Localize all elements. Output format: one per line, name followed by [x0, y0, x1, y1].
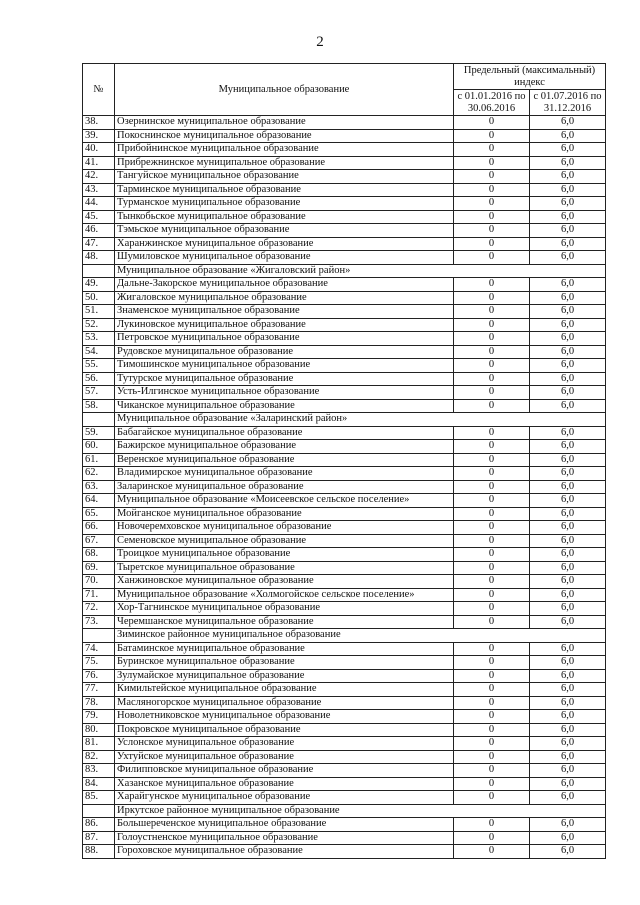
- row-value-period-2: 6,0: [530, 696, 606, 710]
- row-value-period-1: 0: [454, 359, 530, 373]
- row-value-period-2: 6,0: [530, 116, 606, 130]
- row-value-period-1: 0: [454, 831, 530, 845]
- row-number: 62.: [83, 467, 115, 481]
- table-row: [83, 575, 606, 589]
- table-row: [83, 507, 606, 521]
- row-number: 49.: [83, 278, 115, 292]
- row-name: Услонское муниципальное образование: [115, 737, 454, 751]
- row-value-period-2: 6,0: [530, 669, 606, 683]
- table-row: [83, 521, 606, 535]
- row-name: Дальне-Закорское муниципальное образование: [115, 278, 454, 292]
- row-number: 80.: [83, 723, 115, 737]
- table-row: [83, 588, 606, 602]
- row-number: 86.: [83, 818, 115, 832]
- section-row: [83, 629, 606, 643]
- section-title: Муниципальное образование «Жигаловский район»: [115, 264, 606, 278]
- row-value-period-1: 0: [454, 372, 530, 386]
- row-value-period-1: 0: [454, 210, 530, 224]
- table-row: [83, 359, 606, 373]
- row-name: Троицкое муниципальное образование: [115, 548, 454, 562]
- row-name: Кимильтейское муниципальное образование: [115, 683, 454, 697]
- table-row: [83, 669, 606, 683]
- row-value-period-2: 6,0: [530, 656, 606, 670]
- row-value-period-1: 0: [454, 386, 530, 400]
- row-value-period-1: 0: [454, 561, 530, 575]
- row-value-period-1: 0: [454, 197, 530, 211]
- row-value-period-1: 0: [454, 453, 530, 467]
- row-number: 71.: [83, 588, 115, 602]
- row-name: Харанжинское муниципальное образование: [115, 237, 454, 251]
- row-value-period-1: 0: [454, 440, 530, 454]
- row-number: 47.: [83, 237, 115, 251]
- row-number: 58.: [83, 399, 115, 413]
- row-value-period-1: 0: [454, 791, 530, 805]
- row-name: Прибрежнинское муниципальное образование: [115, 156, 454, 170]
- row-value-period-1: 0: [454, 467, 530, 481]
- row-value-period-1: 0: [454, 696, 530, 710]
- table-row: [83, 345, 606, 359]
- section-num-cell: [83, 629, 115, 643]
- row-value-period-2: 6,0: [530, 764, 606, 778]
- row-value-period-1: 0: [454, 710, 530, 724]
- table-row: [83, 143, 606, 157]
- row-name: Масляногорское муниципальное образование: [115, 696, 454, 710]
- table-row: [83, 197, 606, 211]
- row-value-period-1: 0: [454, 602, 530, 616]
- table-row: [83, 386, 606, 400]
- table-row: [83, 831, 606, 845]
- row-name: Ханжиновское муниципальное образование: [115, 575, 454, 589]
- row-value-period-1: 0: [454, 170, 530, 184]
- section-title: Зиминское районное муниципальное образование: [115, 629, 606, 643]
- row-value-period-2: 6,0: [530, 372, 606, 386]
- row-value-period-1: 0: [454, 723, 530, 737]
- row-number: 42.: [83, 170, 115, 184]
- row-value-period-1: 0: [454, 642, 530, 656]
- table-row: [83, 399, 606, 413]
- row-name: Тутурское муниципальное образование: [115, 372, 454, 386]
- row-value-period-2: 6,0: [530, 426, 606, 440]
- row-value-period-2: 6,0: [530, 251, 606, 265]
- section-title: Иркутское районное муниципальное образование: [115, 804, 606, 818]
- row-value-period-1: 0: [454, 251, 530, 265]
- row-value-period-1: 0: [454, 332, 530, 346]
- row-number: 54.: [83, 345, 115, 359]
- row-number: 51.: [83, 305, 115, 319]
- row-name: Лукиновское муниципальное образование: [115, 318, 454, 332]
- row-number: 44.: [83, 197, 115, 211]
- row-value-period-2: 6,0: [530, 575, 606, 589]
- row-number: 41.: [83, 156, 115, 170]
- row-value-period-1: 0: [454, 750, 530, 764]
- table-row: [83, 818, 606, 832]
- section-num-cell: [83, 804, 115, 818]
- row-value-period-2: 6,0: [530, 723, 606, 737]
- row-value-period-1: 0: [454, 156, 530, 170]
- row-number: 85.: [83, 791, 115, 805]
- index-table: [82, 63, 606, 859]
- table-row: [83, 845, 606, 859]
- row-number: 75.: [83, 656, 115, 670]
- row-value-period-2: 6,0: [530, 507, 606, 521]
- table-row: [83, 683, 606, 697]
- table-row: [83, 318, 606, 332]
- row-value-period-1: 0: [454, 548, 530, 562]
- table-row: [83, 210, 606, 224]
- row-value-period-2: 6,0: [530, 129, 606, 143]
- row-name: Филипповское муниципальное образование: [115, 764, 454, 778]
- row-number: 82.: [83, 750, 115, 764]
- row-number: 84.: [83, 777, 115, 791]
- row-value-period-1: 0: [454, 669, 530, 683]
- table-row: [83, 764, 606, 778]
- header-num: №: [83, 64, 115, 116]
- row-number: 70.: [83, 575, 115, 589]
- row-number: 74.: [83, 642, 115, 656]
- row-number: 76.: [83, 669, 115, 683]
- row-value-period-2: 6,0: [530, 143, 606, 157]
- row-number: 83.: [83, 764, 115, 778]
- table-row: [83, 561, 606, 575]
- row-name: Покровское муниципальное образование: [115, 723, 454, 737]
- row-number: 61.: [83, 453, 115, 467]
- row-name: Харайгунское муниципальное образование: [115, 791, 454, 805]
- row-value-period-2: 6,0: [530, 467, 606, 481]
- row-value-period-1: 0: [454, 494, 530, 508]
- table-row: [83, 170, 606, 184]
- row-value-period-1: 0: [454, 318, 530, 332]
- row-value-period-2: 6,0: [530, 453, 606, 467]
- row-value-period-1: 0: [454, 480, 530, 494]
- row-value-period-2: 6,0: [530, 818, 606, 832]
- row-number: 65.: [83, 507, 115, 521]
- row-number: 88.: [83, 845, 115, 859]
- row-value-period-2: 6,0: [530, 359, 606, 373]
- row-value-period-2: 6,0: [530, 197, 606, 211]
- row-value-period-2: 6,0: [530, 480, 606, 494]
- row-name: Прибойнинское муниципальное образование: [115, 143, 454, 157]
- row-name: Муниципальное образование «Моисеевское сельское поселение»: [115, 494, 454, 508]
- row-number: 79.: [83, 710, 115, 724]
- row-number: 45.: [83, 210, 115, 224]
- row-number: 63.: [83, 480, 115, 494]
- table-row: [83, 224, 606, 238]
- row-name: Турманское муниципальное образование: [115, 197, 454, 211]
- row-name: Бабагайское муниципальное образование: [115, 426, 454, 440]
- row-value-period-2: 6,0: [530, 345, 606, 359]
- row-number: 68.: [83, 548, 115, 562]
- row-name: Ухтуйское муниципальное образование: [115, 750, 454, 764]
- table-header: [83, 64, 606, 116]
- header-name: Муниципальное образование: [115, 64, 454, 116]
- row-value-period-2: 6,0: [530, 777, 606, 791]
- row-number: 38.: [83, 116, 115, 130]
- row-value-period-2: 6,0: [530, 291, 606, 305]
- row-name: Веренское муниципальное образование: [115, 453, 454, 467]
- row-value-period-1: 0: [454, 737, 530, 751]
- table-row: [83, 534, 606, 548]
- row-name: Новочеремховское муниципальное образование: [115, 521, 454, 535]
- row-value-period-2: 6,0: [530, 831, 606, 845]
- table-row: [83, 156, 606, 170]
- row-value-period-1: 0: [454, 345, 530, 359]
- table-row: [83, 656, 606, 670]
- row-name: Бажирское муниципальное образование: [115, 440, 454, 454]
- table-row: [83, 750, 606, 764]
- row-value-period-2: 6,0: [530, 332, 606, 346]
- row-value-period-1: 0: [454, 777, 530, 791]
- row-value-period-2: 6,0: [530, 494, 606, 508]
- table-row: [83, 615, 606, 629]
- row-name: Покоснинское муниципальное образование: [115, 129, 454, 143]
- row-number: 69.: [83, 561, 115, 575]
- row-value-period-1: 0: [454, 588, 530, 602]
- row-value-period-1: 0: [454, 237, 530, 251]
- table-row: [83, 251, 606, 265]
- table-row: [83, 480, 606, 494]
- row-number: 40.: [83, 143, 115, 157]
- row-name: Тимошинское муниципальное образование: [115, 359, 454, 373]
- row-number: 72.: [83, 602, 115, 616]
- row-value-period-2: 6,0: [530, 561, 606, 575]
- row-value-period-2: 6,0: [530, 183, 606, 197]
- section-row: [83, 264, 606, 278]
- row-value-period-2: 6,0: [530, 386, 606, 400]
- row-number: 48.: [83, 251, 115, 265]
- row-value-period-1: 0: [454, 224, 530, 238]
- table-row: [83, 305, 606, 319]
- row-number: 50.: [83, 291, 115, 305]
- row-number: 55.: [83, 359, 115, 373]
- row-value-period-1: 0: [454, 683, 530, 697]
- row-name: Муниципальное образование «Холмогойское сельское поселение»: [115, 588, 454, 602]
- row-value-period-1: 0: [454, 656, 530, 670]
- row-value-period-2: 6,0: [530, 170, 606, 184]
- table-row: [83, 237, 606, 251]
- page-number: 2: [316, 34, 324, 50]
- row-name: Буринское муниципальное образование: [115, 656, 454, 670]
- header-period-1: с 01.01.2016 по 30.06.2016: [454, 90, 530, 116]
- row-value-period-1: 0: [454, 764, 530, 778]
- row-value-period-2: 6,0: [530, 845, 606, 859]
- table-row: [83, 332, 606, 346]
- row-value-period-1: 0: [454, 399, 530, 413]
- table-row: [83, 710, 606, 724]
- row-name: Хазанское муниципальное образование: [115, 777, 454, 791]
- row-value-period-1: 0: [454, 278, 530, 292]
- row-name: Шумиловское муниципальное образование: [115, 251, 454, 265]
- table-row: [83, 440, 606, 454]
- table-row: [83, 116, 606, 130]
- row-value-period-2: 6,0: [530, 305, 606, 319]
- row-name: Чиканское муниципальное образование: [115, 399, 454, 413]
- row-name: Усть-Илгинское муниципальное образование: [115, 386, 454, 400]
- row-name: Новолетниковское муниципальное образование: [115, 710, 454, 724]
- row-value-period-1: 0: [454, 575, 530, 589]
- row-value-period-1: 0: [454, 534, 530, 548]
- row-number: 73.: [83, 615, 115, 629]
- row-number: 81.: [83, 737, 115, 751]
- table-row: [83, 602, 606, 616]
- section-row: [83, 804, 606, 818]
- row-name: Тынкобьское муниципальное образование: [115, 210, 454, 224]
- table-row: [83, 737, 606, 751]
- row-value-period-2: 6,0: [530, 210, 606, 224]
- table-body: [83, 116, 606, 859]
- row-value-period-2: 6,0: [530, 750, 606, 764]
- table-row: [83, 494, 606, 508]
- table-row: [83, 183, 606, 197]
- row-name: Тарминское муниципальное образование: [115, 183, 454, 197]
- table-row: [83, 453, 606, 467]
- row-name: Озернинское муниципальное образование: [115, 116, 454, 130]
- table-row: [83, 642, 606, 656]
- row-number: 59.: [83, 426, 115, 440]
- table-row: [83, 777, 606, 791]
- table-row: [83, 723, 606, 737]
- table-row: [83, 791, 606, 805]
- row-number: 46.: [83, 224, 115, 238]
- table-row: [83, 129, 606, 143]
- row-number: 77.: [83, 683, 115, 697]
- row-number: 87.: [83, 831, 115, 845]
- row-value-period-1: 0: [454, 116, 530, 130]
- row-value-period-1: 0: [454, 521, 530, 535]
- table-row: [83, 278, 606, 292]
- row-value-period-2: 6,0: [530, 710, 606, 724]
- row-number: 56.: [83, 372, 115, 386]
- row-name: Владимирское муниципальное образование: [115, 467, 454, 481]
- row-number: 66.: [83, 521, 115, 535]
- row-number: 64.: [83, 494, 115, 508]
- row-value-period-2: 6,0: [530, 237, 606, 251]
- row-value-period-2: 6,0: [530, 534, 606, 548]
- row-name: Семеновское муниципальное образование: [115, 534, 454, 548]
- row-number: 43.: [83, 183, 115, 197]
- row-value-period-1: 0: [454, 818, 530, 832]
- table-row: [83, 467, 606, 481]
- row-number: 78.: [83, 696, 115, 710]
- section-num-cell: [83, 264, 115, 278]
- table-row: [83, 426, 606, 440]
- header-period-2: с 01.07.2016 по 31.12.2016: [530, 90, 606, 116]
- row-value-period-2: 6,0: [530, 399, 606, 413]
- row-name: Черемшанское муниципальное образование: [115, 615, 454, 629]
- row-value-period-2: 6,0: [530, 615, 606, 629]
- row-value-period-1: 0: [454, 291, 530, 305]
- table-row: [83, 696, 606, 710]
- row-value-period-2: 6,0: [530, 224, 606, 238]
- table-row: [83, 291, 606, 305]
- row-value-period-2: 6,0: [530, 548, 606, 562]
- table-row: [83, 372, 606, 386]
- row-name: Заларинское муниципальное образование: [115, 480, 454, 494]
- row-value-period-2: 6,0: [530, 791, 606, 805]
- row-value-period-2: 6,0: [530, 683, 606, 697]
- header-index: Предельный (максимальный) индекс: [454, 64, 606, 90]
- table-row: [83, 548, 606, 562]
- row-value-period-2: 6,0: [530, 318, 606, 332]
- row-value-period-1: 0: [454, 183, 530, 197]
- row-value-period-2: 6,0: [530, 642, 606, 656]
- row-name: Мойганское муниципальное образование: [115, 507, 454, 521]
- row-value-period-2: 6,0: [530, 602, 606, 616]
- row-value-period-1: 0: [454, 426, 530, 440]
- row-number: 52.: [83, 318, 115, 332]
- row-name: Зулумайское муниципальное образование: [115, 669, 454, 683]
- row-name: Петровское муниципальное образование: [115, 332, 454, 346]
- row-name: Гороховское муниципальное образование: [115, 845, 454, 859]
- row-number: 57.: [83, 386, 115, 400]
- row-value-period-1: 0: [454, 129, 530, 143]
- row-number: 60.: [83, 440, 115, 454]
- row-number: 39.: [83, 129, 115, 143]
- row-value-period-1: 0: [454, 305, 530, 319]
- row-name: Голоустненское муниципальное образование: [115, 831, 454, 845]
- row-name: Жигаловское муниципальное образование: [115, 291, 454, 305]
- row-value-period-1: 0: [454, 845, 530, 859]
- row-value-period-1: 0: [454, 507, 530, 521]
- row-value-period-2: 6,0: [530, 440, 606, 454]
- row-value-period-1: 0: [454, 143, 530, 157]
- row-value-period-2: 6,0: [530, 156, 606, 170]
- row-name: Тыретское муниципальное образование: [115, 561, 454, 575]
- section-row: [83, 413, 606, 427]
- row-value-period-2: 6,0: [530, 737, 606, 751]
- row-number: 53.: [83, 332, 115, 346]
- row-name: Хор-Тагнинское муниципальное образование: [115, 602, 454, 616]
- row-name: Тэмьское муниципальное образование: [115, 224, 454, 238]
- row-value-period-2: 6,0: [530, 521, 606, 535]
- section-title: Муниципальное образование «Заларинский район»: [115, 413, 606, 427]
- row-name: Рудовское муниципальное образование: [115, 345, 454, 359]
- row-value-period-1: 0: [454, 615, 530, 629]
- section-num-cell: [83, 413, 115, 427]
- row-name: Батаминское муниципальное образование: [115, 642, 454, 656]
- row-value-period-2: 6,0: [530, 278, 606, 292]
- row-value-period-2: 6,0: [530, 588, 606, 602]
- row-name: Большереченское муниципальное образование: [115, 818, 454, 832]
- row-name: Знаменское муниципальное образование: [115, 305, 454, 319]
- row-name: Тангуйское муниципальное образование: [115, 170, 454, 184]
- row-number: 67.: [83, 534, 115, 548]
